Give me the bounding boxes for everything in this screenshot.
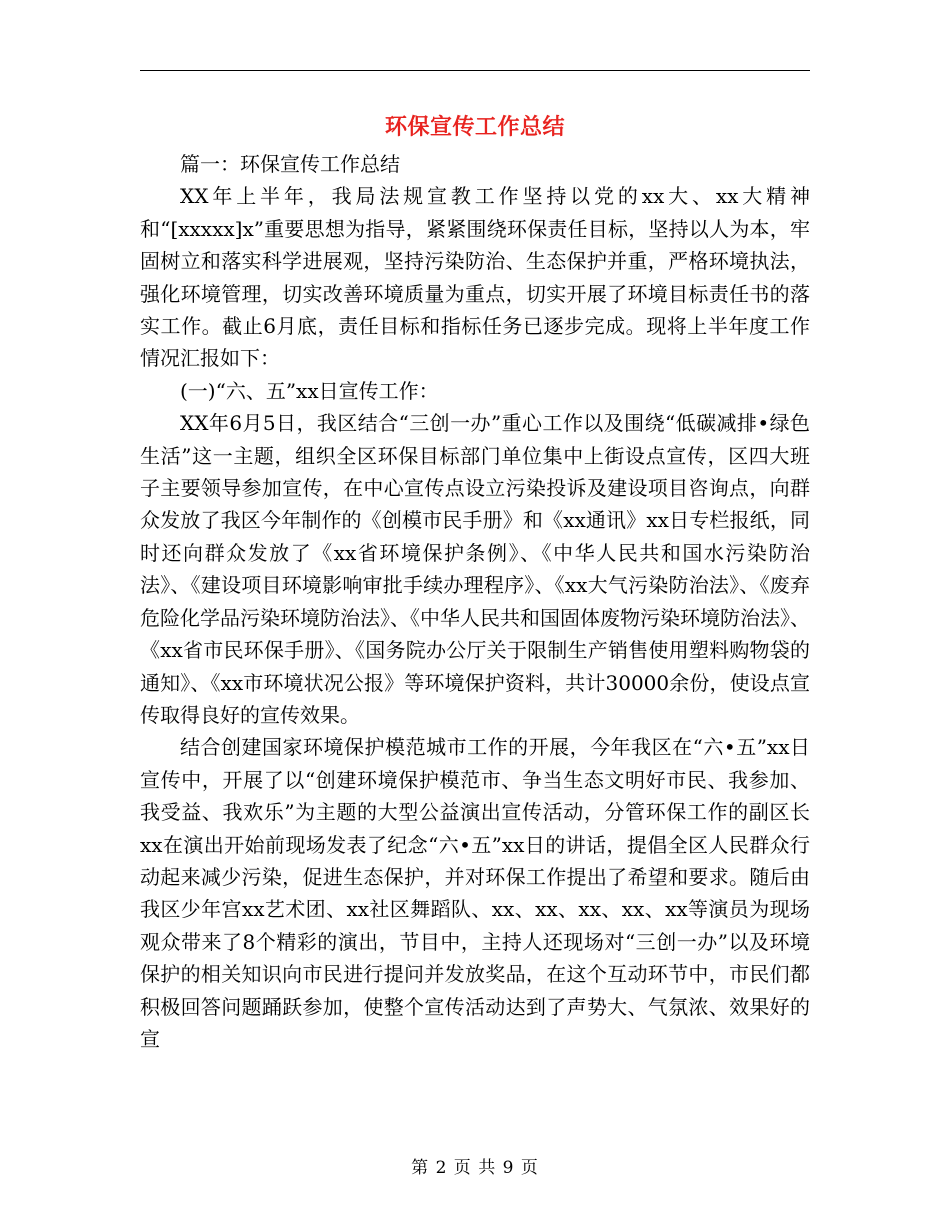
subsection-heading: (一)“六、五”xx日宣传工作： (180, 378, 439, 403)
page-number-footer: 第 2 页 共 9 页 (411, 1158, 539, 1178)
paragraph: XX年上半年，我局法规宣教工作坚持以党的xx大、xx大精神和“[xxxxx]x”重要思想为指导，紧紧围绕环保责任目标，坚持以人为本，牢固树立和落实科学进展观，坚持污染防治、生态保护并重，严格环境执法，强化环境管理，切实改善环境质量为重点，切实开展了环境目标责任书的落实工作。截止6月底，责任目标和指标任务已逐步完成。现将上半年度工作情况汇报如下： (140, 184, 810, 371)
header-rule (140, 70, 810, 71)
section-heading: 篇一：环保宣传工作总结 (180, 152, 400, 176)
paragraph: 结合创建国家环境保护模范城市工作的开展，今年我区在“六•五”xx日宣传中，开展了以“创建环境保护模范市、争当生态文明好市民、我参加、我受益、我欢乐”为主题的大型公益演出宣传活动，分管环保工作的副区长xx在演出开始前现场发表了纪念“六•五”xx日的讲话，提倡全区人民群众行动起来减少污染，促进生态保护，并对环保工作提出了希望和要求。随后由我区少年宫xx艺术团、xx社区舞蹈队、xx、xx、xx、xx、xx等演员为现场观众带来了8个精彩的演出，节目中，主持人还现场对“三创一办”以及环境保护的相关知识向市民进行提问并发放奖品，在这个互动环节中，市民们都积极回答问题踊跃参加，使整个宣传活动达到了声势大、气氛浓、效果好的宣 (140, 735, 810, 1051)
document-body (140, 148, 810, 1055)
document-title: 环保宣传工作总结 (384, 115, 565, 140)
paragraph: XX年6月5日，我区结合“三创一办”重心工作以及围绕“低碳减排•绿色生活”这一主题，组织全区环保目标部门单位集中上街设点宣传，区四大班子主要领导参加宣传，在中心宣传点设立污染投诉及建设项目咨询点，向群众发放了我区今年制作的《创模市民手册》和《xx通讯》xx日专栏报纸，同时还向群众发放了《xx省环境保护条例》、《中华人民共和国水污染防治法》、《建设项目环境影响审批手续办理程序》、《xx大气污染防治法》、《废弃危险化学品污染环境防治法》、《中华人民共和国固体废物污染环境防治法》、《xx省市民环保手册》、《国务院办公厅关于限制生产销售使用塑料购物袋的通知》、《xx市环境状况公报》等环境保护资料，共计30000余份，使设点宣传取得良好的宣传效果。 (140, 411, 810, 727)
